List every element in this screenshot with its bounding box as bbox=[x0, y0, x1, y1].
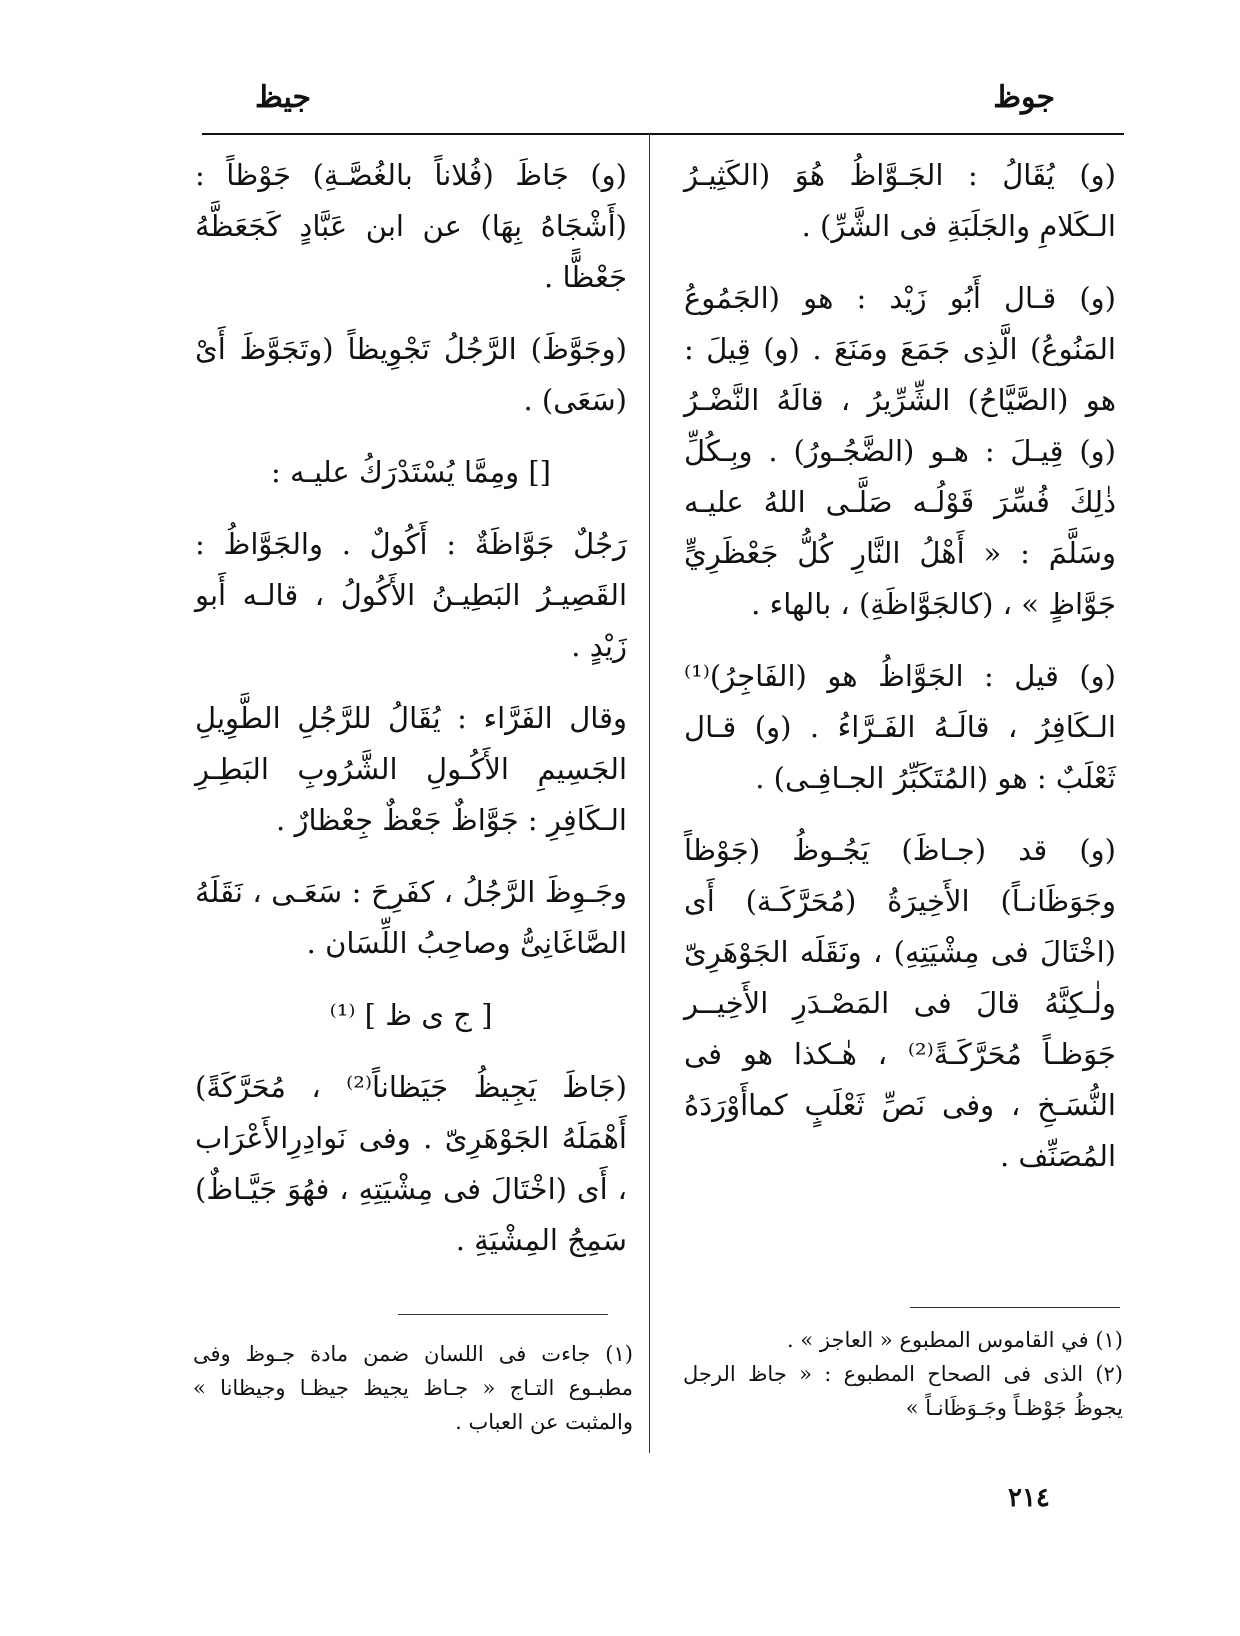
footnote: (١) في القاموس المطبوع « العاجز » . bbox=[787, 1328, 1123, 1352]
footnote: (٢) الذى فى الصحاح المطبوع : « جاظ الرجل يجوظُ جَوْظـاً وجَـوَظَانـاً » bbox=[683, 1362, 1123, 1420]
column-divider bbox=[649, 133, 650, 1453]
paragraph: (و) قـال أَبُو زَيْد : هو (الجَمُوعُ المَنُوعُ) الَّذِى جَمَعَ ومَنَعَ . (و) قِيلَ : هو (الصَّيَّاحُ) الشِّرِّيرُ ، قالَهُ النَّضْـرُ (و) قِيـلَ : هـو (الضَّجُـورُ) . وبِـكُلِّ ذٰلِكَ فُسِّرَ قَوْلُـه صَلَّـى اللهُ عليـه وسَلَّمَ : « أَهْلُ النَّارِ كُلُّ جَعْظَرِيٍّ جَوَّاظٍ » ، (كالجَوَّاظَةِ) ، بالهاء . bbox=[684, 281, 1116, 621]
paragraph: (وجَوَّظَ) الرَّجُلُ تَجْوِيظاً (وتَجَوَّظَ أَىْ (سَعَى) . bbox=[195, 332, 627, 417]
footnote-rule-left bbox=[398, 1314, 608, 1315]
section-heading: [] ومِمَّا يُسْتَدْرَكُ عليـه : bbox=[271, 455, 551, 489]
running-header bbox=[205, 80, 1055, 126]
left-column bbox=[195, 150, 627, 1287]
paragraph: (و) جَاظَ (فُلاناً بالغُصَّـةِ) جَوْظاً : (أَشْجَاهُ بِهَا) عن ابن عَبَّادٍ كَجَعَظَّهُ جَعْظًّا . bbox=[195, 158, 627, 294]
header-rule bbox=[202, 133, 1124, 135]
page-number: ٢١٤ bbox=[1008, 1483, 1050, 1513]
paragraph: (و) قد (جـاظَ) يَجُـوظُ (جَوْظاً وجَوَظَانـاً) الأَخِيرَةُ (مُحَرَّكَـة) أَى (اخْتَالَ فى مِشْيَتِهِ) ، ونَقَلَه الجَوْهَرِىّ ولٰـكِنَّهُ قالَ فى المَصْـدَرِ الأَخِيــر جَوَظـاً مُحَرَّكَـةً⁽²⁾ ، هٰـكذا هو فى النُّسَـخِ ، وفى نَصِّ ثَعْلَبٍ كماأَوْرَدَهُ المُصَنِّف . bbox=[684, 833, 1116, 1173]
footnote-rule-right bbox=[910, 1307, 1120, 1308]
footnote: (١) جاءت فى اللسان ضمن مادة جـوظ وفى مطبـوع التـاج « جـاظ يجيظ جيظـا وجيظانا » والمثبت عن العباب . bbox=[193, 1342, 633, 1434]
paragraph: رَجُلٌ جَوَّاظَةٌ : أَكُولٌ . والجَوَّاظُ : القَصِيـرُ البَطِيـنُ الأَكُولُ ، قالـه أَبو زَيْدٍ . bbox=[195, 527, 627, 663]
entry-heading: [ ج ى ظ ] ⁽¹⁾ bbox=[329, 998, 493, 1032]
paragraph: (و) يُقَالُ : الجَـوَّاظُ هُوَ (الكَثِيـرُ الـكَلامِ والجَلَبَةِ فى الشَّرِّ) . bbox=[684, 158, 1116, 243]
paragraph: (و) قيل : الجَوَّاظُ هو (الفَاجِرُ)⁽¹⁾ الـكَافِرُ ، قالَـهُ الفَـرَّاءُ . (و) قـال ثَعْلَبٌ : هو (المُتَكَبِّرُ الجـافِـى) . bbox=[684, 659, 1116, 795]
header-right-word: جوظ bbox=[993, 80, 1055, 115]
right-column bbox=[684, 150, 1116, 1203]
footnotes-left bbox=[193, 1337, 633, 1439]
paragraph: وقال الفَرَّاء : يُقَالُ للرَّجُلِ الطَّوِيلِ الجَسِيمِ الأَكُـولِ الشَّرُوبِ البَطِـرِ الـكَافِرِ : جَوَّاظٌ جَعْظٌ جِعْظارٌ . bbox=[195, 701, 627, 837]
footnotes-right bbox=[683, 1323, 1123, 1425]
paragraph: وجَـوِظَ الرَّجُلُ ، كفَرِحَ : سَعَـى ، نَقَلَهُ الصَّاغَانِىُّ وصاحِبُ اللِّسَان . bbox=[195, 875, 627, 960]
header-left-word: جيظ bbox=[255, 80, 312, 115]
paragraph: (جَاظَ يَجِيظُ جَيَظاناً⁽²⁾ ، مُحَرَّكَةً) أَهْمَلَهُ الجَوْهَرِىّ . وفى نَوادِرِالأَعْرَاب ، أَى (اخْتَالَ فى مِشْيَتِهِ ، فهُوَ جَيَّـاظٌ) سَمِجُ المِشْيَةِ . bbox=[195, 1070, 627, 1257]
